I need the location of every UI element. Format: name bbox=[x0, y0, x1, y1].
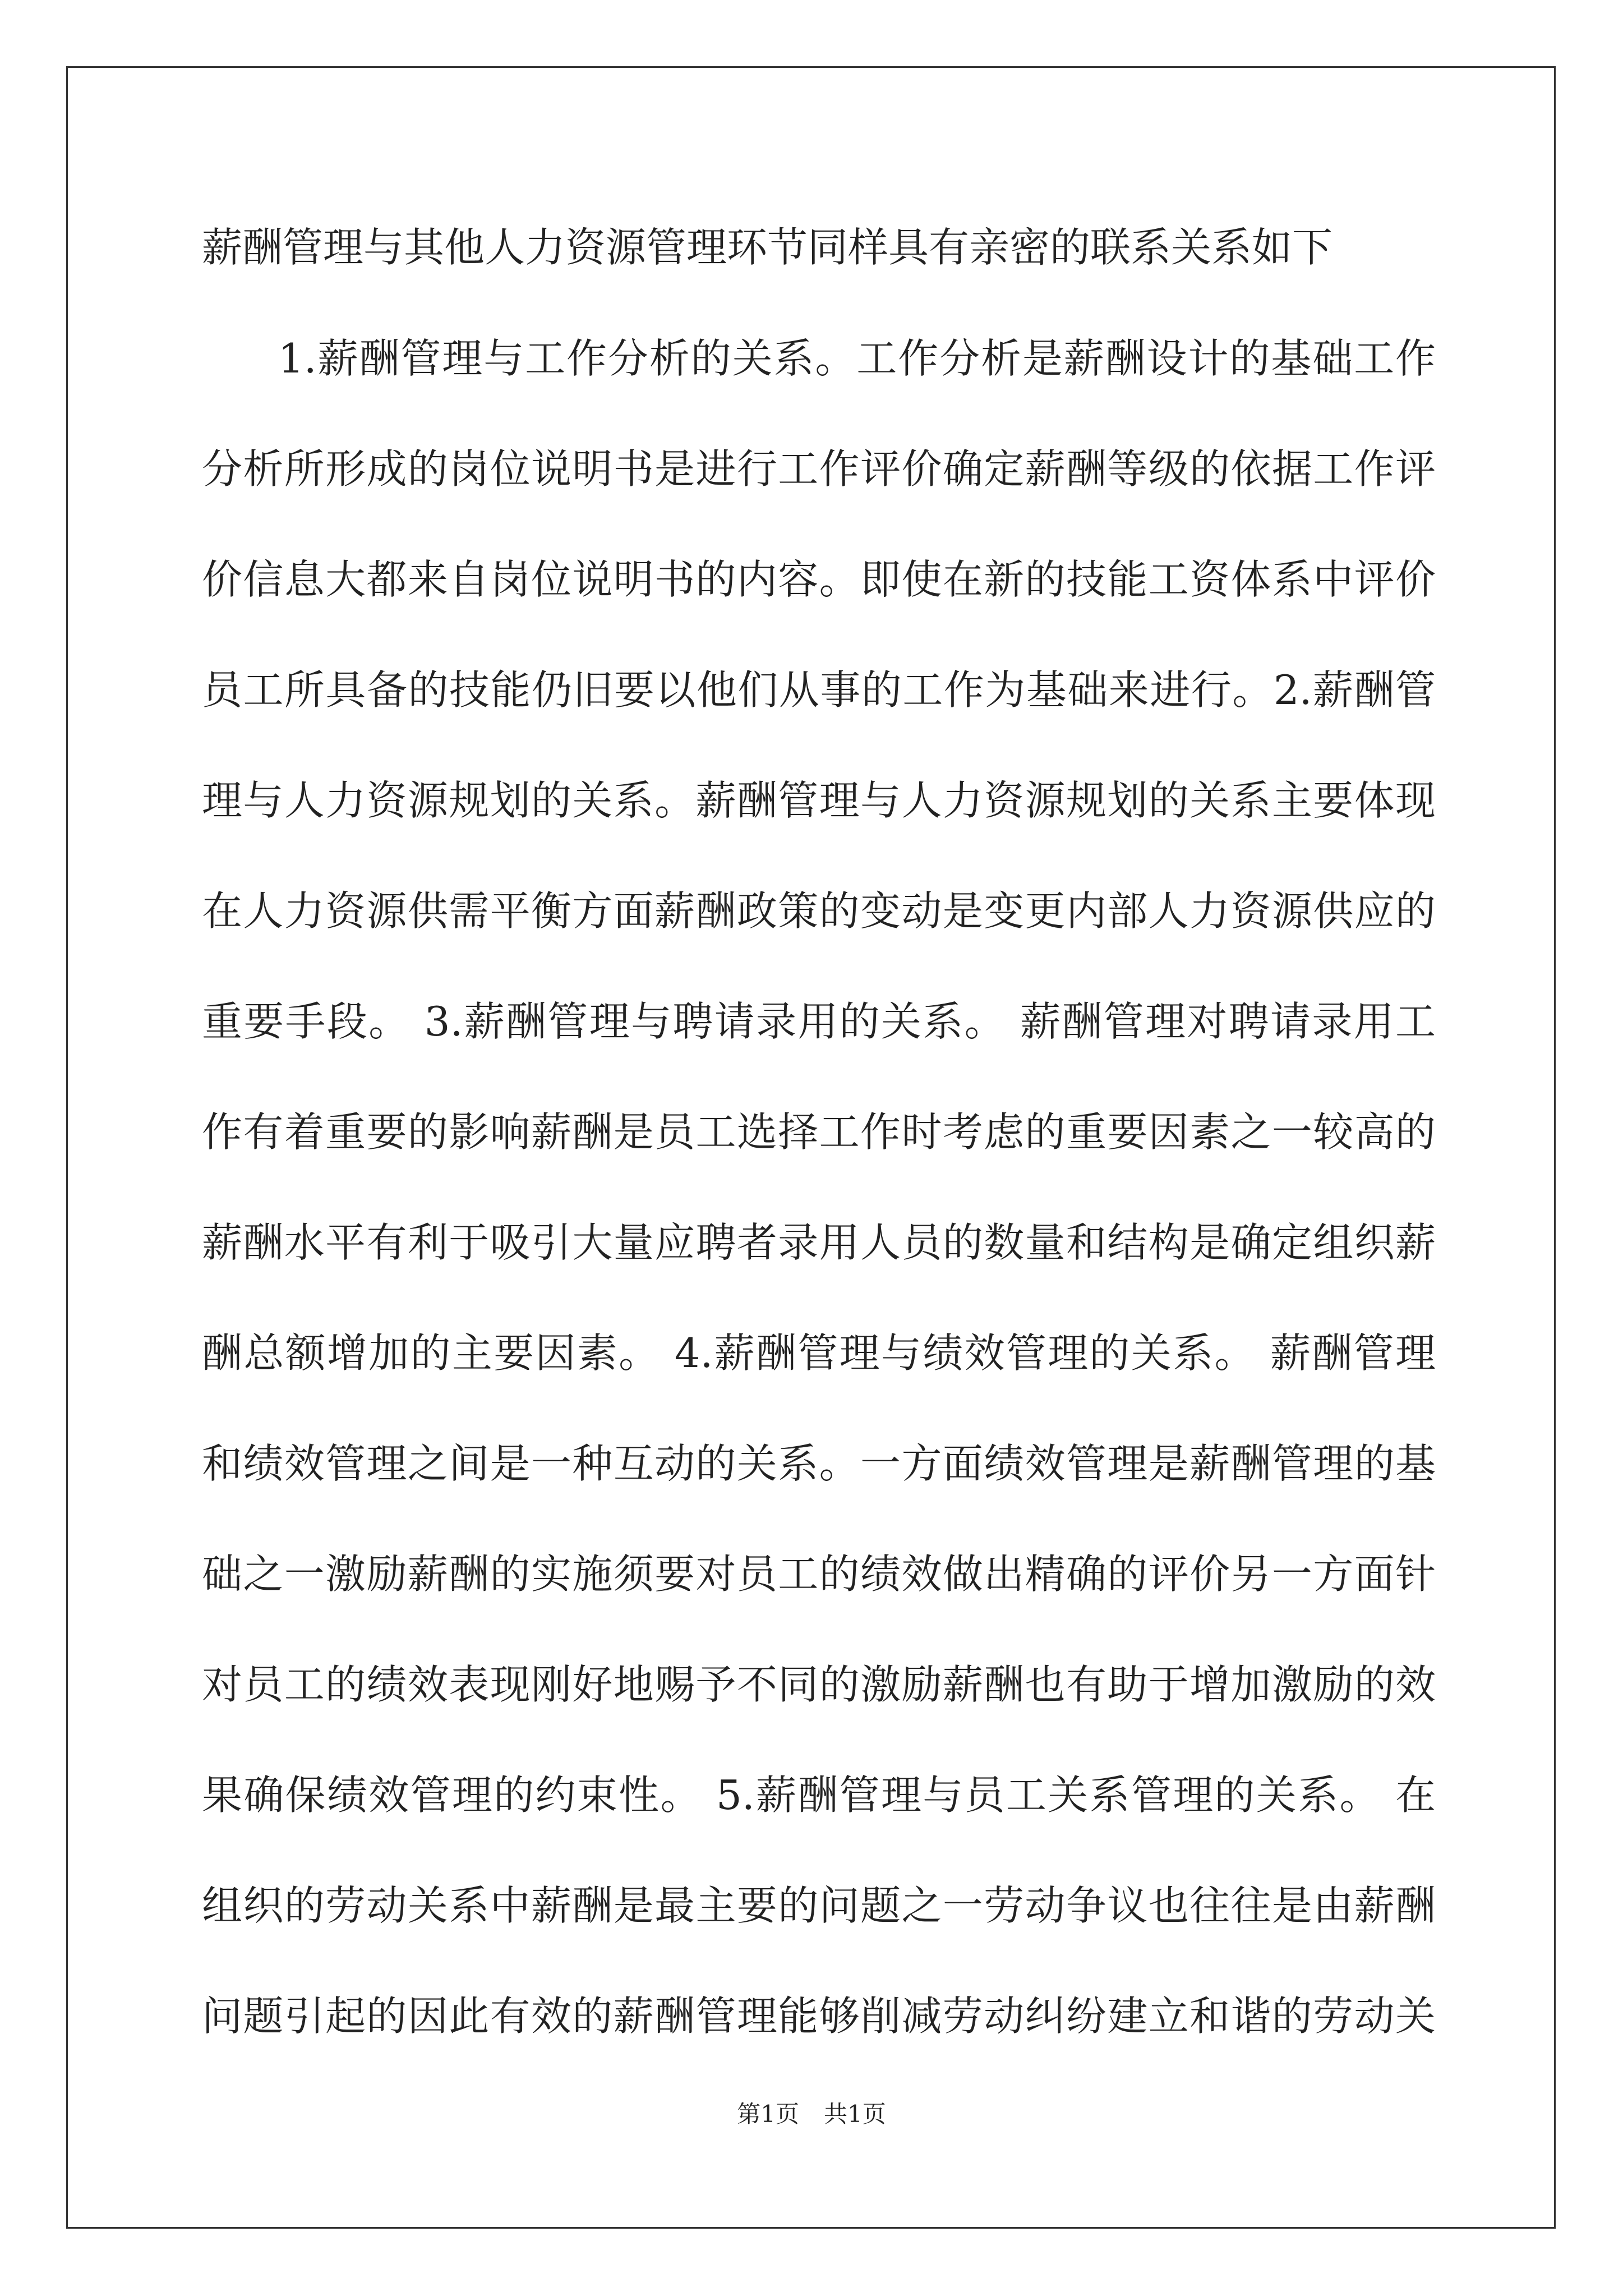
paragraph-line: 对员工的绩效表现刚好地赐予不同的激励薪酬也有助于增加激励的效 bbox=[202, 1661, 1436, 1708]
paragraph-line: 员工所具备的技能仍旧要以他们从事的工作为基础来进行。2.薪酬管 bbox=[202, 666, 1436, 714]
heading-line: 薪酬管理与其他人力资源管理环节同样具有亲密的联系关系如下 bbox=[202, 224, 1333, 271]
paragraph-line: 问题引起的因此有效的薪酬管理能够削减劳动纠纷建立和谐的劳动关 bbox=[202, 1993, 1436, 2040]
paragraph-line: 在人力资源供需平衡方面薪酬政策的变动是变更内部人力资源供应的 bbox=[202, 887, 1436, 935]
paragraph-line: 酬总额增加的主要因素。 4.薪酬管理与绩效管理的关系。 薪酬管理 bbox=[202, 1329, 1436, 1377]
paragraph-line: 1.薪酬管理与工作分析的关系。工作分析是薪酬设计的基础工作 bbox=[278, 335, 1436, 382]
paragraph-line: 组织的劳动关系中薪酬是最主要的问题之一劳动争议也往往是由薪酬 bbox=[202, 1882, 1436, 1929]
paragraph-line: 础之一激励薪酬的实施须要对员工的绩效做出精确的评价另一方面针 bbox=[202, 1550, 1436, 1598]
page-total: 共1页 bbox=[824, 2100, 886, 2128]
page-footer bbox=[0, 2096, 1623, 2129]
paragraph-line: 作有着重要的影响薪酬是员工选择工作时考虑的重要因素之一较高的 bbox=[202, 1108, 1436, 1156]
paragraph-line: 分析所形成的岗位说明书是进行工作评价确定薪酬等级的依据工作评 bbox=[202, 445, 1436, 493]
paragraph-line: 价信息大都来自岗位说明书的内容。即使在新的技能工资体系中评价 bbox=[202, 556, 1436, 603]
page-number: 第1页 bbox=[737, 2100, 799, 2128]
paragraph-line: 重要手段。 3.薪酬管理与聘请录用的关系。 薪酬管理对聘请录用工 bbox=[202, 998, 1436, 1045]
paragraph-line: 薪酬水平有利于吸引大量应聘者录用人员的数量和结构是确定组织薪 bbox=[202, 1219, 1436, 1266]
paragraph-line: 理与人力资源规划的关系。薪酬管理与人力资源规划的关系主要体现 bbox=[202, 777, 1436, 824]
paragraph-line: 果确保绩效管理的约束性。 5.薪酬管理与员工关系管理的关系。 在 bbox=[202, 1772, 1436, 1819]
paragraph-line: 和绩效管理之间是一种互动的关系。一方面绩效管理是薪酬管理的基 bbox=[202, 1440, 1436, 1487]
